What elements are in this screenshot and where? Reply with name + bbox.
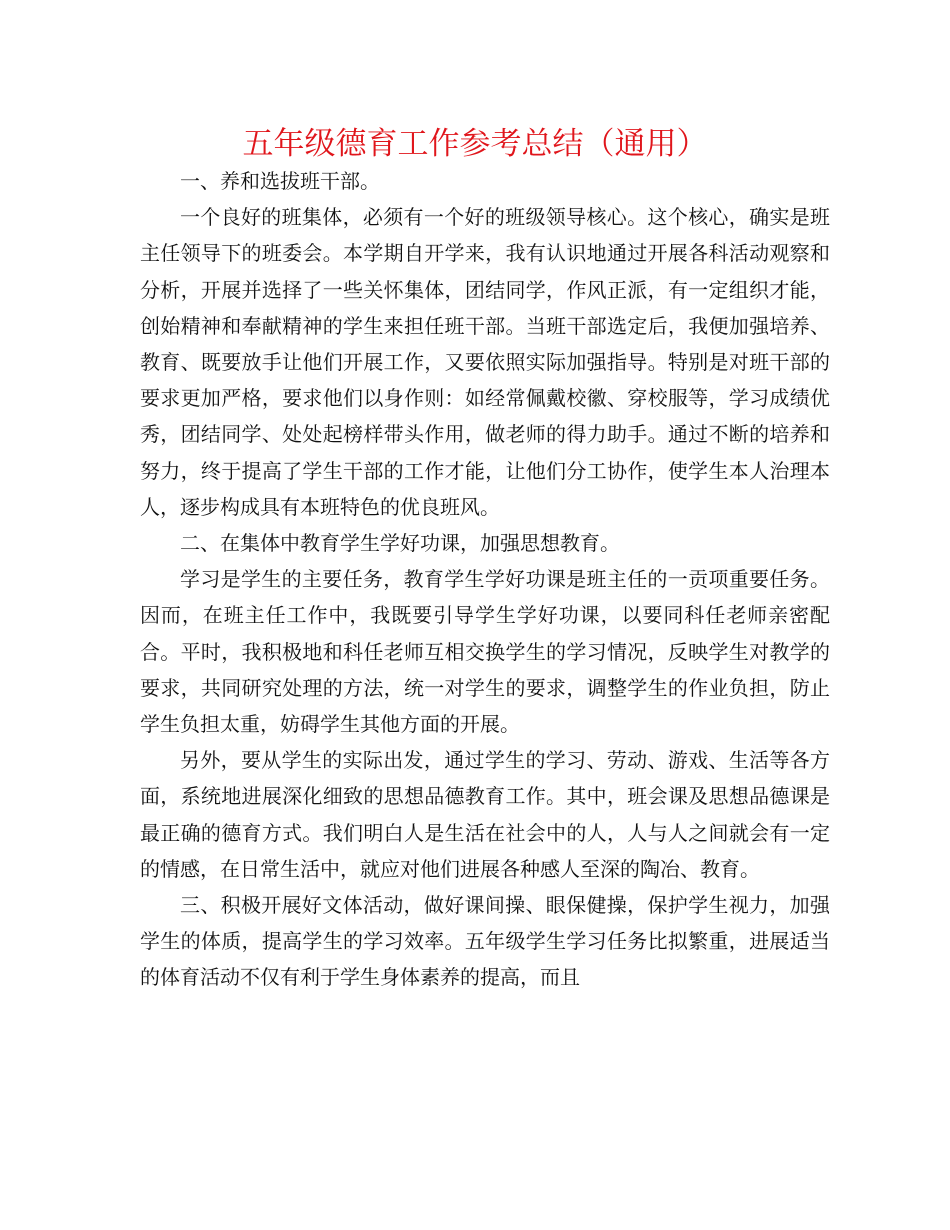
section-heading-2: 二、在集体中教育学生学好功课，加强思想教育。	[180, 531, 620, 556]
paragraph-1: 一个良好的班集体，必须有一个好的班级领导核心。这个核心，确实是班主任领导下的班委会。本学期自开学来，我有认识地通过开展各科活动观察和分析，开展并选择了一些关怀集体，团结同学，作风正派，有一定组织才能，创始精神和奉献精神的学生来担任班干部。当班干部选定后，我便加强培养、教育、既要放手让他们开展工作，又要依照实际加强指导。特别是对班干部的要求更加严格，要求他们以身作则：如经常佩戴校徽、穿校服等，学习成绩优秀，团结同学、处处起榜样带头作用，做老师的得力助手。通过不断的培养和努力，终于提高了学生干部的工作才能，让他们分工协作，使学生本人治理本人，逐步构成具有本班特色的优良班风。	[140, 205, 830, 519]
paragraph-2: 学习是学生的主要任务，教育学生学好功课是班主任的一贡项重要任务。因而，在班主任工作中，我既要引导学生学好功课，以要同科任老师亲密配合。平时，我积极地和科任老师互相交换学生的学习情况，反映学生对教学的要求，共同研究处理的方法，统一对学生的要求，调整学生的作业负担，防止学生负担太重，妨碍学生其他方面的开展。	[140, 567, 830, 737]
section-heading-1: 一、养和选拔班干部。	[180, 169, 380, 193]
paragraph-3: 另外，要从学生的实际出发，通过学生的学习、劳动、游戏、生活等各方面，系统地进展深化细致的思想品德教育工作。其中，班会课及思想品德课是最正确的德育方式。我们明白人是生活在社会中的人，人与人之间就会有一定的情感，在日常生活中，就应对他们进展各种感人至深的陶冶、教育。	[140, 748, 830, 881]
paragraph-4: 三、积极开展好文体活动，做好课间操、眼保健操，保护学生视力，加强学生的体质，提高学生的学习效率。五年级学生学习任务比拟繁重，进展适当的体育活动不仅有利于学生身体素养的提高，而且	[140, 893, 830, 990]
document-body	[140, 163, 830, 996]
document-title: 五年级德育工作参考总结（通用）	[242, 126, 708, 162]
